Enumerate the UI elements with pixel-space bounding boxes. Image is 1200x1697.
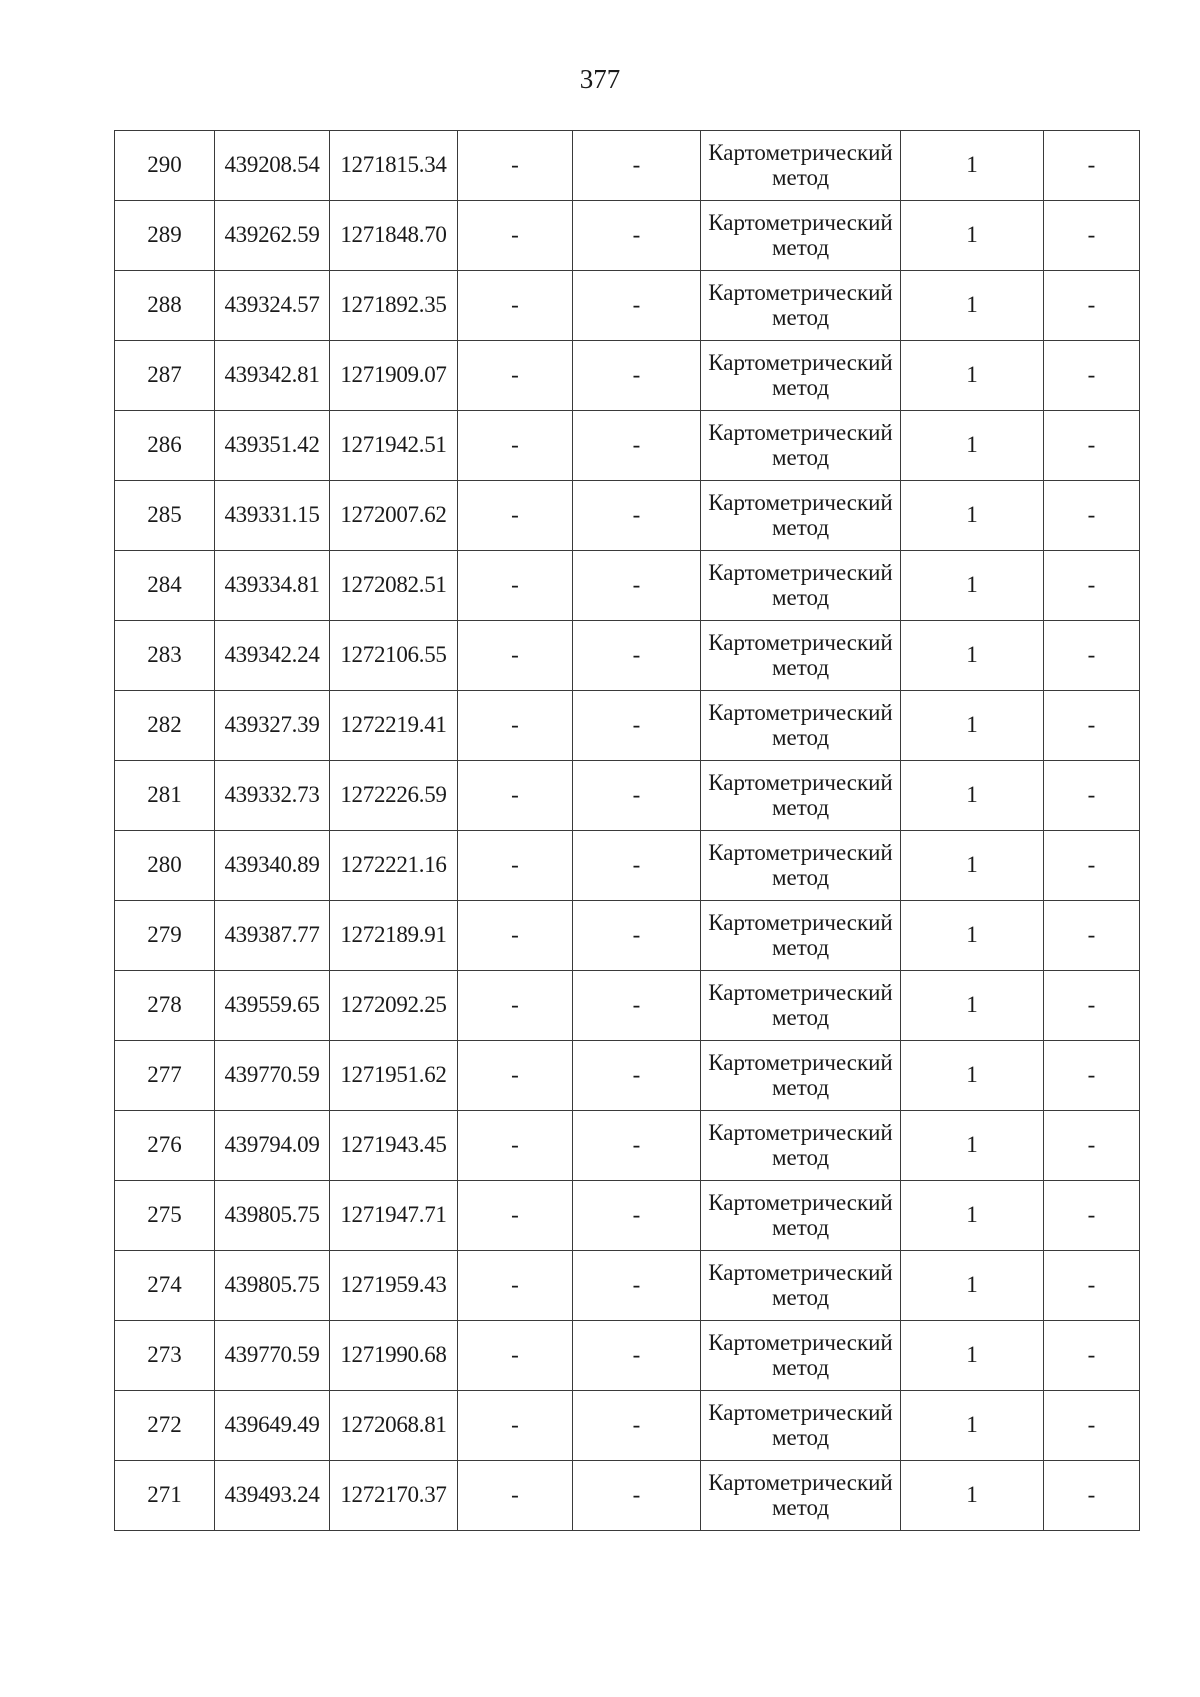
point-number-cell: 274: [115, 1251, 215, 1321]
empty-value-cell: -: [458, 201, 573, 271]
point-number-cell: 275: [115, 1181, 215, 1251]
accuracy-cell: 1: [901, 691, 1044, 761]
method-line-2: метод: [771, 234, 830, 260]
point-number-cell: 276: [115, 1111, 215, 1181]
empty-value-cell: -: [573, 1391, 701, 1461]
empty-value-cell: -: [573, 1041, 701, 1111]
table-row: [115, 341, 1140, 411]
empty-value-cell: -: [458, 131, 573, 201]
accuracy-cell: 1: [901, 831, 1044, 901]
empty-value-cell: -: [573, 201, 701, 271]
method-cell: [701, 1111, 901, 1181]
accuracy-cell: 1: [901, 901, 1044, 971]
x-coordinate-cell: 439387.77: [215, 901, 330, 971]
table-row: [115, 201, 1140, 271]
point-number-cell: 288: [115, 271, 215, 341]
accuracy-cell: 1: [901, 971, 1044, 1041]
y-coordinate-cell: 1272219.41: [330, 691, 458, 761]
y-coordinate-cell: 1271892.35: [330, 271, 458, 341]
method-line-2: метод: [771, 1424, 830, 1450]
empty-value-cell: -: [573, 271, 701, 341]
empty-value-cell: -: [458, 481, 573, 551]
method-line-2: метод: [771, 164, 830, 190]
method-line-1: Картометрический: [708, 1120, 893, 1146]
empty-value-cell: -: [1044, 971, 1140, 1041]
method-cell: [701, 341, 901, 411]
empty-value-cell: -: [573, 1321, 701, 1391]
table-row: [115, 1321, 1140, 1391]
empty-value-cell: -: [573, 621, 701, 691]
y-coordinate-cell: 1272082.51: [330, 551, 458, 621]
method-line-1: Картометрический: [708, 210, 893, 236]
y-coordinate-cell: 1271909.07: [330, 341, 458, 411]
method-cell: [701, 691, 901, 761]
accuracy-cell: 1: [901, 761, 1044, 831]
empty-value-cell: -: [1044, 1321, 1140, 1391]
x-coordinate-cell: 439334.81: [215, 551, 330, 621]
empty-value-cell: -: [573, 1181, 701, 1251]
table-row: [115, 481, 1140, 551]
method-line-2: метод: [771, 304, 830, 330]
point-number-cell: 290: [115, 131, 215, 201]
accuracy-cell: 1: [901, 551, 1044, 621]
x-coordinate-cell: 439770.59: [215, 1321, 330, 1391]
empty-value-cell: -: [1044, 1251, 1140, 1321]
x-coordinate-cell: 439324.57: [215, 271, 330, 341]
y-coordinate-cell: 1272092.25: [330, 971, 458, 1041]
point-number-cell: 280: [115, 831, 215, 901]
page-number: 377: [579, 64, 621, 94]
empty-value-cell: -: [573, 691, 701, 761]
accuracy-cell: 1: [901, 1321, 1044, 1391]
coordinates-table: [114, 130, 1140, 1531]
method-cell: [701, 1391, 901, 1461]
empty-value-cell: -: [573, 131, 701, 201]
empty-value-cell: -: [458, 621, 573, 691]
table-row: [115, 411, 1140, 481]
method-line-2: метод: [771, 1214, 830, 1240]
accuracy-cell: 1: [901, 131, 1044, 201]
y-coordinate-cell: 1272226.59: [330, 761, 458, 831]
empty-value-cell: -: [1044, 1181, 1140, 1251]
point-number-cell: 289: [115, 201, 215, 271]
empty-value-cell: -: [458, 1461, 573, 1531]
table-row: [115, 1111, 1140, 1181]
y-coordinate-cell: 1272007.62: [330, 481, 458, 551]
x-coordinate-cell: 439559.65: [215, 971, 330, 1041]
empty-value-cell: -: [458, 831, 573, 901]
method-line-1: Картометрический: [708, 840, 893, 866]
empty-value-cell: -: [458, 1181, 573, 1251]
point-number-cell: 279: [115, 901, 215, 971]
empty-value-cell: -: [458, 411, 573, 481]
method-line-2: метод: [771, 514, 830, 540]
accuracy-cell: 1: [901, 341, 1044, 411]
empty-value-cell: -: [573, 411, 701, 481]
method-cell: [701, 1461, 901, 1531]
method-line-1: Картометрический: [708, 700, 893, 726]
x-coordinate-cell: 439342.24: [215, 621, 330, 691]
x-coordinate-cell: 439340.89: [215, 831, 330, 901]
empty-value-cell: -: [573, 971, 701, 1041]
method-line-1: Картометрический: [708, 1260, 893, 1286]
method-line-2: метод: [771, 1074, 830, 1100]
empty-value-cell: -: [573, 831, 701, 901]
empty-value-cell: -: [573, 1461, 701, 1531]
empty-value-cell: -: [458, 1111, 573, 1181]
method-line-2: метод: [771, 794, 830, 820]
method-line-2: метод: [771, 1284, 830, 1310]
empty-value-cell: -: [1044, 341, 1140, 411]
method-cell: [701, 901, 901, 971]
method-cell: [701, 1041, 901, 1111]
empty-value-cell: -: [458, 971, 573, 1041]
method-line-2: метод: [771, 724, 830, 750]
table-row: [115, 1041, 1140, 1111]
method-cell: [701, 411, 901, 481]
point-number-cell: 277: [115, 1041, 215, 1111]
table-row: [115, 271, 1140, 341]
empty-value-cell: -: [458, 551, 573, 621]
accuracy-cell: 1: [901, 1251, 1044, 1321]
accuracy-cell: 1: [901, 1461, 1044, 1531]
empty-value-cell: -: [573, 341, 701, 411]
empty-value-cell: -: [1044, 621, 1140, 691]
x-coordinate-cell: 439649.49: [215, 1391, 330, 1461]
x-coordinate-cell: 439262.59: [215, 201, 330, 271]
method-cell: [701, 971, 901, 1041]
point-number-cell: 287: [115, 341, 215, 411]
empty-value-cell: -: [573, 761, 701, 831]
method-line-1: Картометрический: [708, 770, 893, 796]
accuracy-cell: 1: [901, 201, 1044, 271]
table-row: [115, 971, 1140, 1041]
y-coordinate-cell: 1271848.70: [330, 201, 458, 271]
method-line-2: метод: [771, 654, 830, 680]
empty-value-cell: -: [1044, 691, 1140, 761]
empty-value-cell: -: [458, 1041, 573, 1111]
method-line-2: метод: [771, 1354, 830, 1380]
empty-value-cell: -: [458, 271, 573, 341]
table-row: [115, 831, 1140, 901]
y-coordinate-cell: 1271942.51: [330, 411, 458, 481]
empty-value-cell: -: [458, 691, 573, 761]
method-line-1: Картометрический: [708, 420, 893, 446]
table-row: [115, 1251, 1140, 1321]
empty-value-cell: -: [1044, 131, 1140, 201]
accuracy-cell: 1: [901, 481, 1044, 551]
method-line-1: Картометрический: [708, 1330, 893, 1356]
y-coordinate-cell: 1272221.16: [330, 831, 458, 901]
y-coordinate-cell: 1271815.34: [330, 131, 458, 201]
point-number-cell: 283: [115, 621, 215, 691]
empty-value-cell: -: [458, 761, 573, 831]
table-row: [115, 761, 1140, 831]
empty-value-cell: -: [1044, 1041, 1140, 1111]
method-cell: [701, 1251, 901, 1321]
point-number-cell: 273: [115, 1321, 215, 1391]
x-coordinate-cell: 439208.54: [215, 131, 330, 201]
accuracy-cell: 1: [901, 271, 1044, 341]
table-row: [115, 1461, 1140, 1531]
point-number-cell: 282: [115, 691, 215, 761]
method-line-1: Картометрический: [708, 490, 893, 516]
method-line-1: Картометрический: [708, 350, 893, 376]
method-line-1: Картометрический: [708, 630, 893, 656]
empty-value-cell: -: [458, 341, 573, 411]
table-row: [115, 621, 1140, 691]
empty-value-cell: -: [573, 901, 701, 971]
x-coordinate-cell: 439342.81: [215, 341, 330, 411]
method-line-2: метод: [771, 444, 830, 470]
x-coordinate-cell: 439332.73: [215, 761, 330, 831]
empty-value-cell: -: [1044, 201, 1140, 271]
method-line-1: Картометрический: [708, 910, 893, 936]
empty-value-cell: -: [573, 481, 701, 551]
table-row: [115, 691, 1140, 761]
method-cell: [701, 1321, 901, 1391]
method-cell: [701, 831, 901, 901]
empty-value-cell: -: [458, 1391, 573, 1461]
method-line-2: метод: [771, 584, 830, 610]
table-row: [115, 551, 1140, 621]
method-line-1: Картометрический: [708, 980, 893, 1006]
y-coordinate-cell: 1272068.81: [330, 1391, 458, 1461]
method-cell: [701, 271, 901, 341]
x-coordinate-cell: 439493.24: [215, 1461, 330, 1531]
x-coordinate-cell: 439794.09: [215, 1111, 330, 1181]
empty-value-cell: -: [1044, 761, 1140, 831]
empty-value-cell: -: [1044, 901, 1140, 971]
y-coordinate-cell: 1271990.68: [330, 1321, 458, 1391]
accuracy-cell: 1: [901, 1181, 1044, 1251]
table-row: [115, 1391, 1140, 1461]
accuracy-cell: 1: [901, 621, 1044, 691]
empty-value-cell: -: [1044, 411, 1140, 481]
y-coordinate-cell: 1271959.43: [330, 1251, 458, 1321]
accuracy-cell: 1: [901, 1041, 1044, 1111]
empty-value-cell: -: [1044, 1111, 1140, 1181]
x-coordinate-cell: 439805.75: [215, 1251, 330, 1321]
table-row: [115, 131, 1140, 201]
table-row: [115, 901, 1140, 971]
point-number-cell: 285: [115, 481, 215, 551]
accuracy-cell: 1: [901, 411, 1044, 481]
point-number-cell: 272: [115, 1391, 215, 1461]
y-coordinate-cell: 1271943.45: [330, 1111, 458, 1181]
empty-value-cell: -: [458, 901, 573, 971]
x-coordinate-cell: 439327.39: [215, 691, 330, 761]
accuracy-cell: 1: [901, 1111, 1044, 1181]
x-coordinate-cell: 439331.15: [215, 481, 330, 551]
y-coordinate-cell: 1271947.71: [330, 1181, 458, 1251]
method-cell: [701, 551, 901, 621]
y-coordinate-cell: 1271951.62: [330, 1041, 458, 1111]
empty-value-cell: -: [458, 1251, 573, 1321]
y-coordinate-cell: 1272170.37: [330, 1461, 458, 1531]
empty-value-cell: -: [1044, 551, 1140, 621]
empty-value-cell: -: [1044, 831, 1140, 901]
method-line-2: метод: [771, 1144, 830, 1170]
point-number-cell: 271: [115, 1461, 215, 1531]
empty-value-cell: -: [573, 551, 701, 621]
y-coordinate-cell: 1272189.91: [330, 901, 458, 971]
y-coordinate-cell: 1272106.55: [330, 621, 458, 691]
method-cell: [701, 481, 901, 551]
point-number-cell: 278: [115, 971, 215, 1041]
point-number-cell: 284: [115, 551, 215, 621]
method-line-2: метод: [771, 1494, 830, 1520]
point-number-cell: 281: [115, 761, 215, 831]
method-line-2: метод: [771, 1004, 830, 1030]
empty-value-cell: -: [1044, 1461, 1140, 1531]
method-line-1: Картометрический: [708, 1190, 893, 1216]
method-cell: [701, 1181, 901, 1251]
method-line-1: Картометрический: [708, 280, 893, 306]
x-coordinate-cell: 439770.59: [215, 1041, 330, 1111]
method-cell: [701, 201, 901, 271]
method-line-1: Картометрический: [708, 140, 893, 166]
empty-value-cell: -: [573, 1251, 701, 1321]
method-line-2: метод: [771, 934, 830, 960]
method-cell: [701, 131, 901, 201]
empty-value-cell: -: [458, 1321, 573, 1391]
empty-value-cell: -: [573, 1111, 701, 1181]
table-body: [115, 131, 1140, 1531]
accuracy-cell: 1: [901, 1391, 1044, 1461]
empty-value-cell: -: [1044, 481, 1140, 551]
empty-value-cell: -: [1044, 271, 1140, 341]
point-number-cell: 286: [115, 411, 215, 481]
method-line-2: метод: [771, 864, 830, 890]
method-line-1: Картометрический: [708, 1400, 893, 1426]
table-row: [115, 1181, 1140, 1251]
x-coordinate-cell: 439805.75: [215, 1181, 330, 1251]
method-line-1: Картометрический: [708, 1050, 893, 1076]
method-cell: [701, 761, 901, 831]
method-line-1: Картометрический: [708, 1470, 893, 1496]
method-cell: [701, 621, 901, 691]
method-line-2: метод: [771, 374, 830, 400]
empty-value-cell: -: [1044, 1391, 1140, 1461]
x-coordinate-cell: 439351.42: [215, 411, 330, 481]
method-line-1: Картометрический: [708, 560, 893, 586]
